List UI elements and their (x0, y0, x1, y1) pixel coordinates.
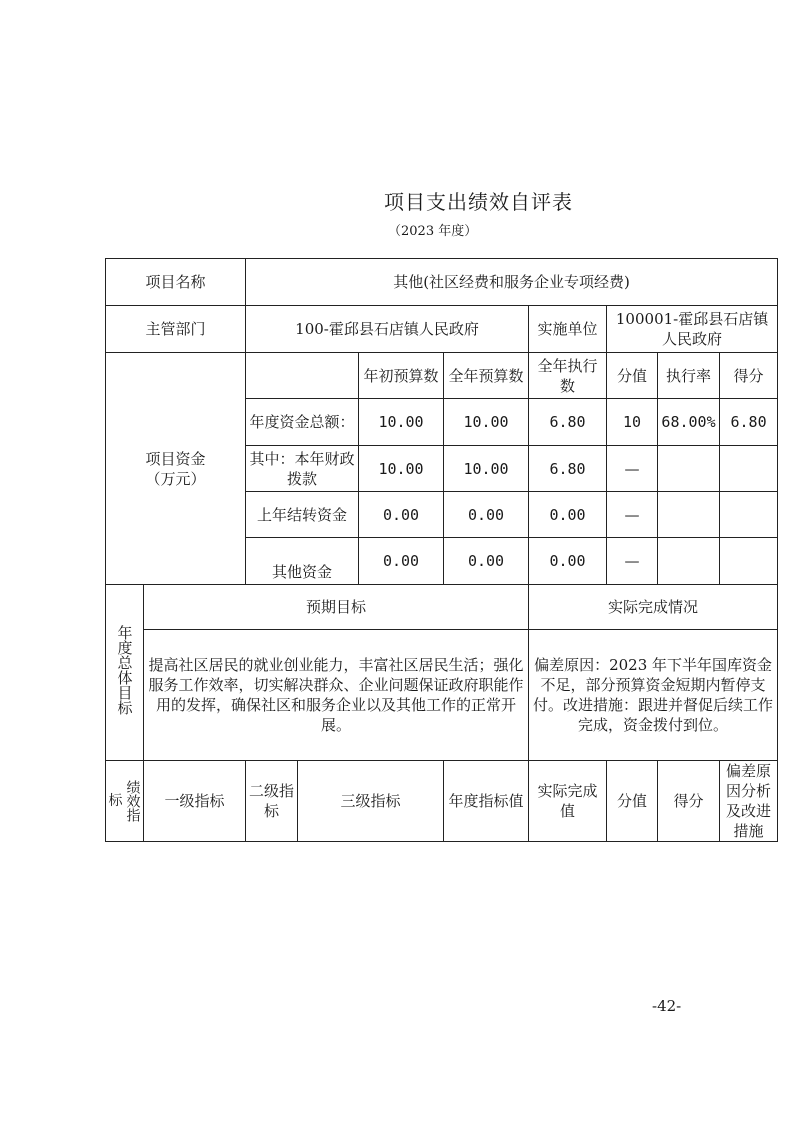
funds-initial: 0.00 (359, 538, 444, 585)
dept-label: 主管部门 (106, 306, 246, 353)
funds-full: 0.00 (444, 492, 529, 538)
funds-row-label: 其中：本年财政拨款 (246, 446, 359, 492)
funds-initial: 10.00 (359, 446, 444, 492)
indicators-side-b: 绩效指 (124, 780, 141, 822)
col-full-budget: 全年预算数 (444, 353, 529, 399)
funds-row-label: 年度资金总额： (246, 399, 359, 446)
funds-score-value: — (607, 446, 658, 492)
goals-side-label (106, 585, 144, 761)
funds-score: 6.80 (720, 399, 778, 446)
score-header: 得分 (658, 761, 720, 842)
performance-table (105, 258, 778, 842)
page-title: 项目支出绩效自评表 (384, 190, 573, 214)
funds-header-blank (246, 353, 359, 399)
funds-full: 0.00 (444, 538, 529, 585)
col-initial-budget: 年初预算数 (359, 353, 444, 399)
deviation-header: 偏差原因分析及改进措施 (720, 761, 778, 842)
funds-initial: 10.00 (359, 399, 444, 446)
funds-row-label: 其他资金 (246, 538, 359, 585)
funds-score (720, 446, 778, 492)
funds-initial: 0.00 (359, 492, 444, 538)
funds-exec: 0.00 (529, 492, 607, 538)
unit-label: 实施单位 (529, 306, 607, 353)
funds-rate (658, 446, 720, 492)
expected-header: 预期目标 (144, 585, 529, 630)
funds-exec: 0.00 (529, 538, 607, 585)
funds-row-label: 上年结转资金 (246, 492, 359, 538)
level3-header: 三级指标 (298, 761, 444, 842)
funds-score-value: — (607, 492, 658, 538)
funds-score (720, 538, 778, 585)
department-row (106, 306, 778, 353)
goals-header-row (106, 585, 778, 630)
project-name-label: 项目名称 (106, 259, 246, 306)
col-exec-rate: 执行率 (658, 353, 720, 399)
funds-score-value: 10 (607, 399, 658, 446)
funds-exec: 6.80 (529, 399, 607, 446)
target-header: 年度指标值 (444, 761, 529, 842)
level2-header: 二级指标 (246, 761, 298, 842)
indicators-header-row (106, 761, 778, 842)
funds-label: 项目资金 （万元） (106, 353, 246, 585)
col-full-exec: 全年执行数 (529, 353, 607, 399)
goals-side-text: 年度总体目标 (115, 625, 134, 715)
funds-rate (658, 538, 720, 585)
page-number: -42- (652, 997, 682, 1015)
year-subtitle: （2023 年度） (388, 224, 478, 239)
goals-text-row (106, 630, 778, 761)
unit-value: 100001-霍邱县石店镇人民政府 (607, 306, 778, 353)
funds-full: 10.00 (444, 399, 529, 446)
funds-score-value: — (607, 538, 658, 585)
funds-score (720, 492, 778, 538)
indicators-side-label (106, 761, 144, 842)
actual-header: 实际完成情况 (529, 585, 778, 630)
level1-header: 一级指标 (144, 761, 246, 842)
project-name-value: 其他(社区经费和服务企业专项经费) (246, 259, 778, 306)
funds-exec: 6.80 (529, 446, 607, 492)
funds-header-row (106, 353, 778, 399)
project-name-row (106, 259, 778, 306)
col-score: 得分 (720, 353, 778, 399)
expected-text: 提高社区居民的就业创业能力，丰富社区居民生活；强化服务工作效率，切实解决群众、企业问题保证政府职能作用的发挥，确保社区和服务企业以及其他工作的正常开展。 (144, 630, 529, 761)
col-score-value: 分值 (607, 353, 658, 399)
dept-value: 100-霍邱县石店镇人民政府 (246, 306, 529, 353)
funds-full: 10.00 (444, 446, 529, 492)
funds-rate: 68.00% (658, 399, 720, 446)
actual-value-header: 实际完成值 (529, 761, 607, 842)
actual-text: 偏差原因：2023 年下半年国库资金不足，部分预算资金短期内暂停支付。改进措施：跟进并督促后续工作完成，资金拨付到位。 (529, 630, 778, 761)
score-value-header: 分值 (607, 761, 658, 842)
indicators-side-a: 标 (108, 793, 123, 809)
funds-rate (658, 492, 720, 538)
